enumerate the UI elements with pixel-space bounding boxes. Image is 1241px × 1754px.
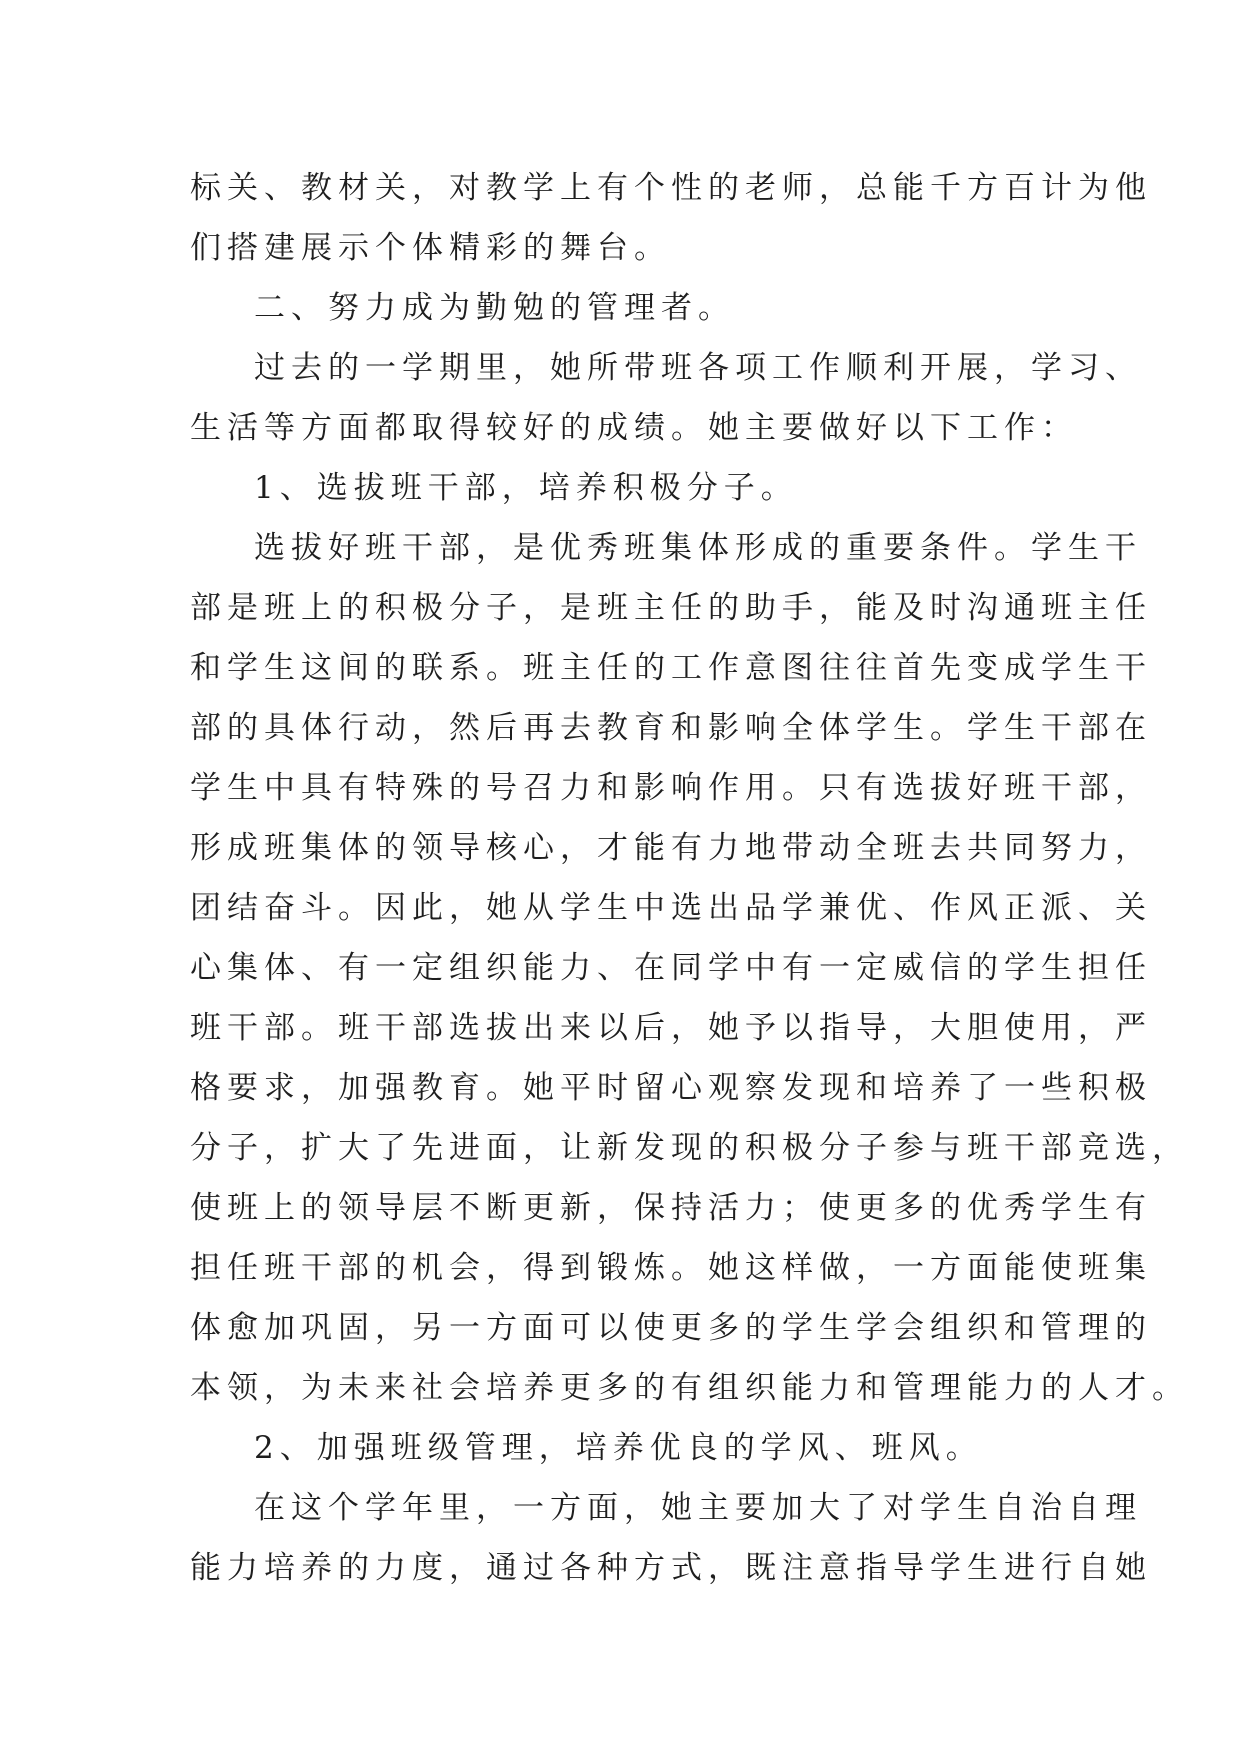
subsection-heading: 1、选拔班干部，培养积极分子。 [254, 470, 798, 506]
text-line: 团结奋斗。因此，她从学生中选出品学兼优、作风正派、关 [190, 890, 1152, 926]
paragraph-start-line: 选拔好班干部，是优秀班集体形成的重要条件。学生干 [254, 530, 1142, 566]
text-line: 学生中具有特殊的号召力和影响作用。只有选拔好班干部， [190, 770, 1152, 806]
text-line: 生活等方面都取得较好的成绩。她主要做好以下工作： [190, 410, 1078, 446]
text-line: 本领，为未来社会培养更多的有组织能力和管理能力的人才。 [190, 1370, 1189, 1406]
text-line: 体愈加巩固，另一方面可以使更多的学生学会组织和管理的 [190, 1310, 1152, 1346]
paragraph-start-line: 在这个学年里，一方面，她主要加大了对学生自治自理 [254, 1490, 1142, 1526]
subsection-heading: 2、加强班级管理，培养优良的学风、班风。 [254, 1430, 983, 1466]
text-line: 部的具体行动，然后再去教育和影响全体学生。学生干部在 [190, 710, 1152, 746]
text-line: 使班上的领导层不断更新，保持活力；使更多的优秀学生有 [190, 1190, 1152, 1226]
text-line: 心集体、有一定组织能力、在同学中有一定威信的学生担任 [190, 950, 1152, 986]
section-heading: 二、努力成为勤勉的管理者。 [254, 290, 735, 326]
text-line: 和学生这间的联系。班主任的工作意图往往首先变成学生干 [190, 650, 1152, 686]
text-line: 班干部。班干部选拔出来以后，她予以指导，大胆使用，严 [190, 1010, 1152, 1046]
text-line: 形成班集体的领导核心，才能有力地带动全班去共同努力， [190, 830, 1152, 866]
text-line: 分子，扩大了先进面，让新发现的积极分子参与班干部竞选， [190, 1130, 1189, 1166]
document-body [190, 158, 1189, 1598]
text-line: 标关、教材关，对教学上有个性的老师，总能千方百计为他 [190, 170, 1152, 206]
text-line: 部是班上的积极分子，是班主任的助手，能及时沟通班主任 [190, 590, 1152, 626]
text-line: 们搭建展示个体精彩的舞台。 [190, 230, 671, 266]
text-line: 格要求，加强教育。她平时留心观察发现和培养了一些积极 [190, 1070, 1152, 1106]
text-line: 担任班干部的机会，得到锻炼。她这样做，一方面能使班集 [190, 1250, 1152, 1286]
text-line: 能力培养的力度，通过各种方式，既注意指导学生进行自她 [190, 1550, 1152, 1586]
paragraph-start-line: 过去的一学期里，她所带班各项工作顺利开展，学习、 [254, 350, 1142, 386]
